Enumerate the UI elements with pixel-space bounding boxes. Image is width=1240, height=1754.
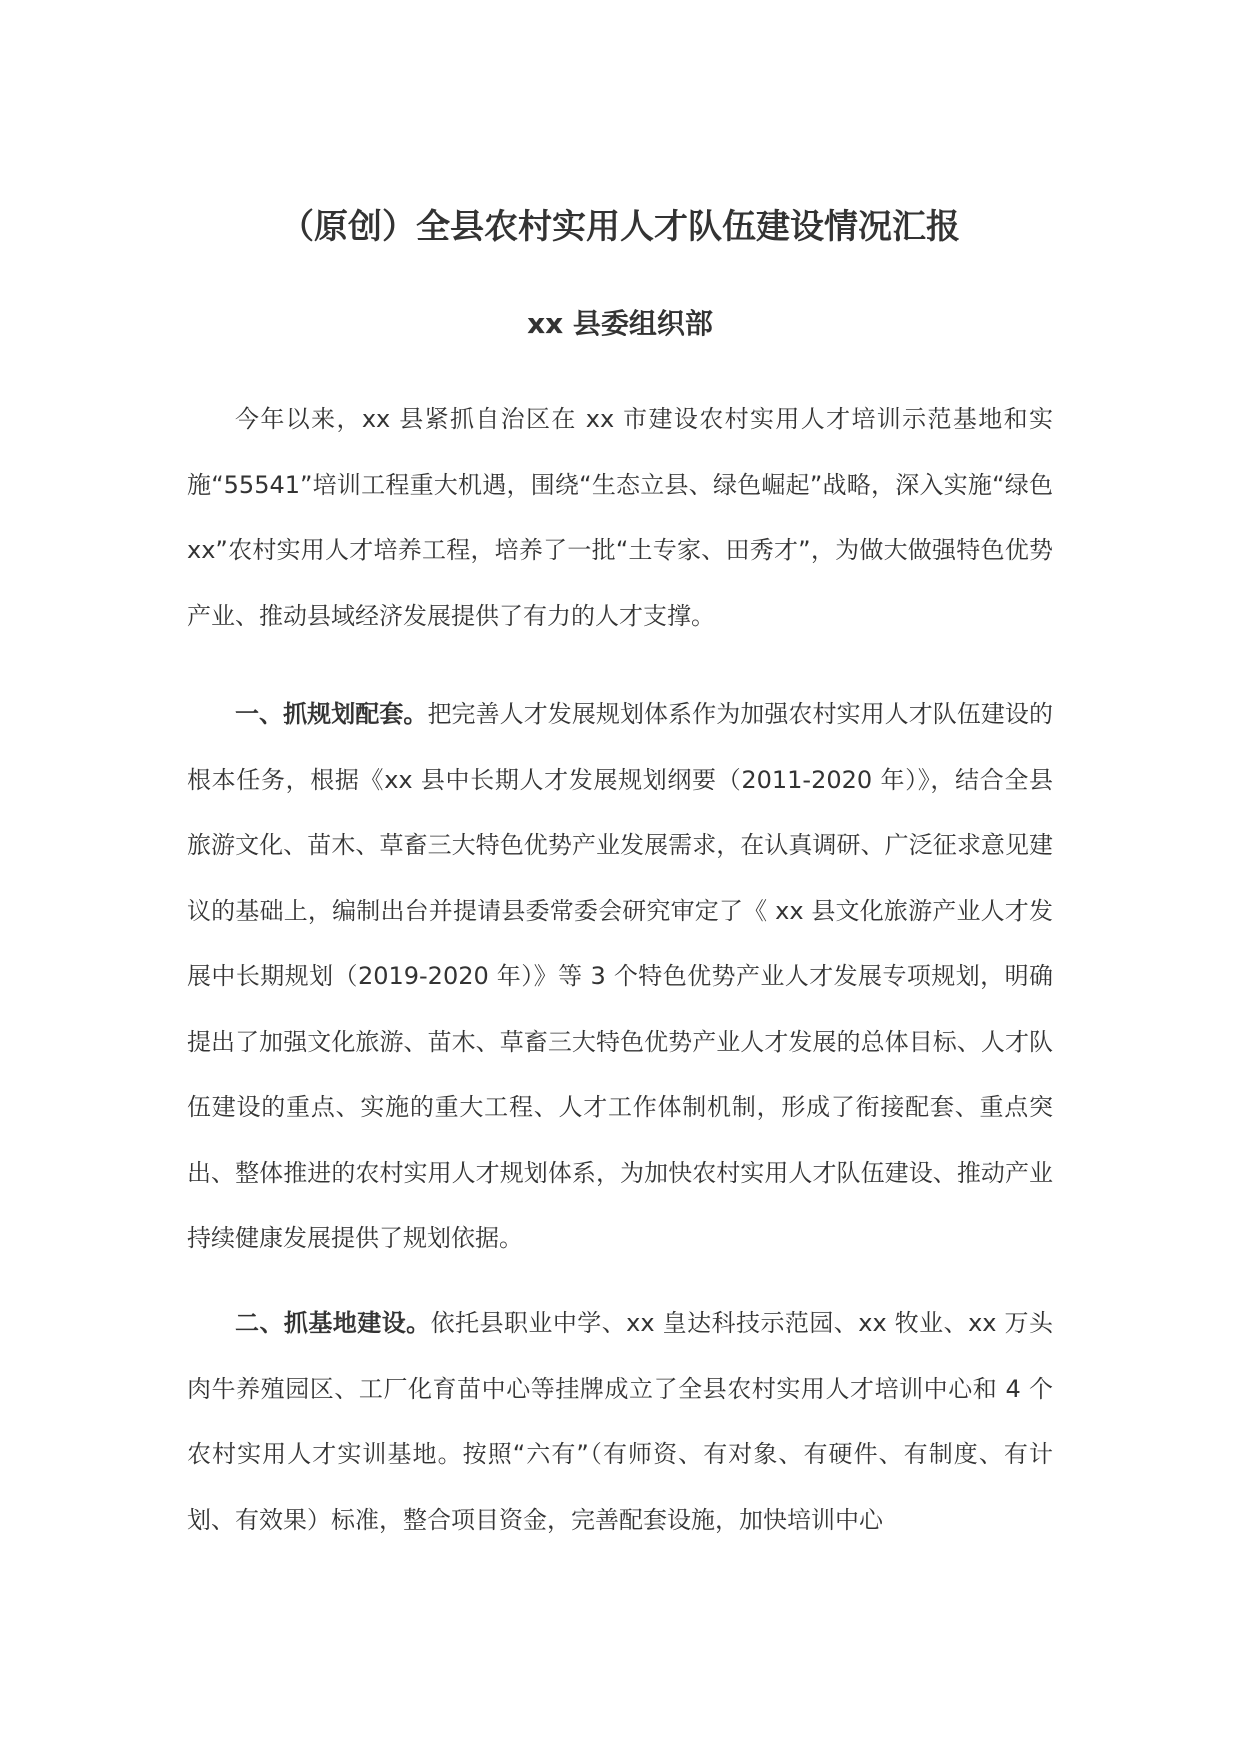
intro-paragraph: 今年以来，xx 县紧抓自治区在 xx 市建设农村实用人才培训示范基地和实施“55541”培训工程重大机遇，围绕“生态立县、绿色崛起”战略，深入实施“绿色 xx”农村实用人才培养工程，培养了一批“土专家、田秀才”，为做大做强特色优势产业、推动县域经济发展提供了有力的人才支撑。	[187, 405, 1053, 630]
section-heading-2: 二、抓基地建设。	[235, 1309, 431, 1337]
section-body-2: 依托县职业中学、xx 皇达科技示范园、xx 牧业、xx 万头肉牛养殖园区、工厂化育苗中心等挂牌成立了全县农村实用人才培训中心和 4 个农村实用人才实训基地。按照“六有”（有师资、有对象、有硬件、有制度、有计划、有效果）标准，整合项目资金，完善配套设施，加快培训中心	[187, 1309, 1054, 1534]
section-body-1: 把完善人才发展规划体系作为加强农村实用人才队伍建设的根本任务，根据《xx 县中长期人才发展规划纲要（2011-2020 年）》，结合全县旅游文化、苗木、草畜三大特色优势产业发展需求，在认真调研、广泛征求意见建议的基础上，编制出台并提请县委常委会研究审定了《 xx 县文化旅游产业人才发展中长期规划（2019-2020 年）》等 3 个特色优势产业人才发展专项规划，明确提出了加强文化旅游、苗木、草畜三大特色优势产业人才发展的总体目标、人才队伍建设的重点、实施的重大工程、人才工作体制机制，形成了衔接配套、重点突出、整体推进的农村实用人才规划体系，为加快农村实用人才队伍建设、推动产业持续健康发展提供了规划依据。	[187, 700, 1053, 1252]
document-title: （原创）全县农村实用人才队伍建设情况汇报	[280, 207, 960, 247]
section-paragraph-2	[187, 1291, 1053, 1553]
section-heading-1: 一、抓规划配套。	[235, 700, 428, 728]
section-paragraph-1	[187, 682, 1053, 1272]
document-author: xx 县委组织部	[527, 307, 713, 340]
